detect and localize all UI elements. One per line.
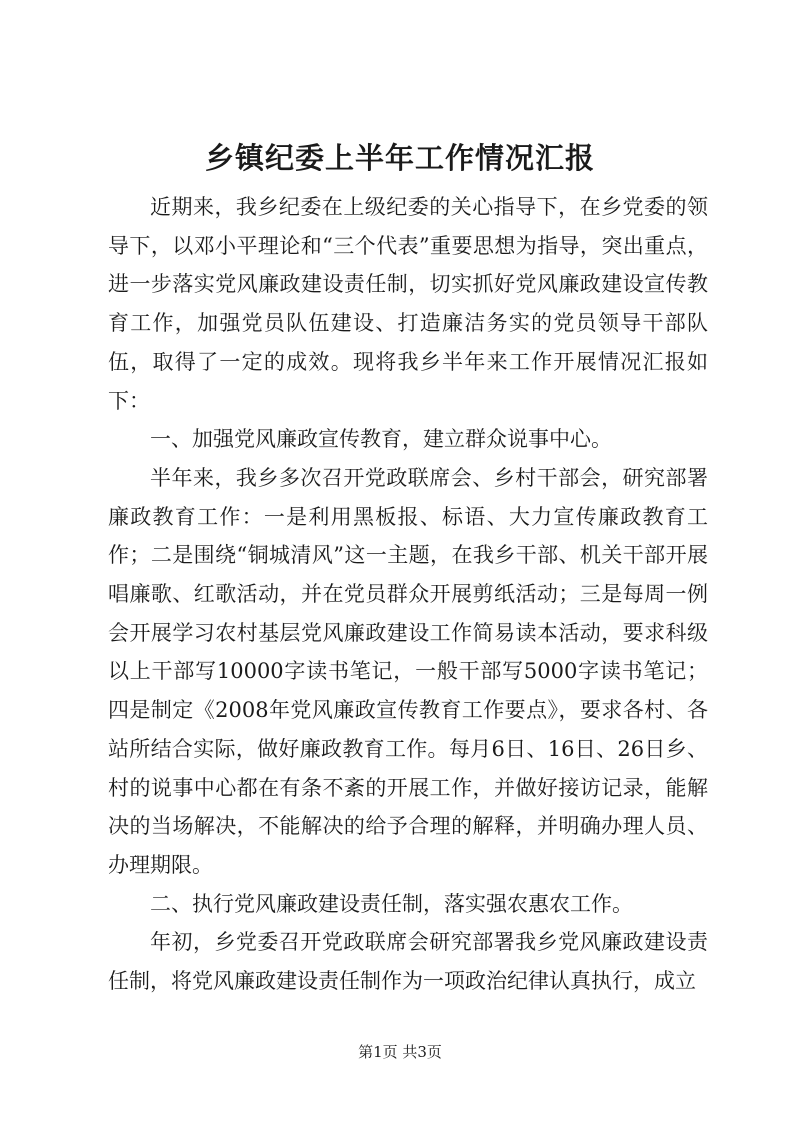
document-title: 乡镇纪委上半年工作情况汇报: [204, 141, 595, 175]
section-heading-1: 一、加强党风廉政宣传教育，建立群众说事中心。: [150, 427, 612, 452]
intro-paragraph: 近期来，我乡纪委在上级纪委的关心指导下，在乡党委的领导下，以邓小平理论和“三个代表”重要思想为指导，突出重点，进一步落实党风廉政建设责任制，切实抓好党风廉政建设宣传教育工作，加强党员队伍建设、打造廉洁务实的党员领导干部队伍，取得了一定的成效。现将我乡半年来工作开展情况汇报如下：: [108, 195, 708, 413]
section-1-paragraph: 半年来，我乡多次召开党政联席会、乡村干部会，研究部署廉政教育工作：一是利用黑板报、标语、大力宣传廉政教育工作；二是围绕“铜城清风”这一主题，在我乡干部、机关干部开展唱廉歌、红歌活动，并在党员群众开展剪纸活动；三是每周一例会开展学习农村基层党风廉政建设工作简易读本活动，要求科级以上干部写10000字读书笔记，一般干部写5000字读书笔记；四是制定《2008年党风廉政宣传教育工作要点》，要求各村、各站所结合实际，做好廉政教育工作。每月6日、16日、26日乡、村的说事中心都在有条不紊的开展工作，并做好接访记录，能解决的当场解决，不能解决的给予合理的解释，并明确办理人员、办理期限。: [108, 465, 708, 877]
page-footer: 第1页 共3页: [358, 1043, 442, 1061]
section-heading-2: 二、执行党风廉政建设责任制，落实强农惠农工作。: [150, 891, 633, 916]
section-2-paragraph: 年初，乡党委召开党政联席会研究部署我乡党风廉政建设责任制，将党风廉政建设责任制作为一项政治纪律认真执行，成立: [108, 930, 708, 994]
document-body: [108, 188, 708, 1001]
